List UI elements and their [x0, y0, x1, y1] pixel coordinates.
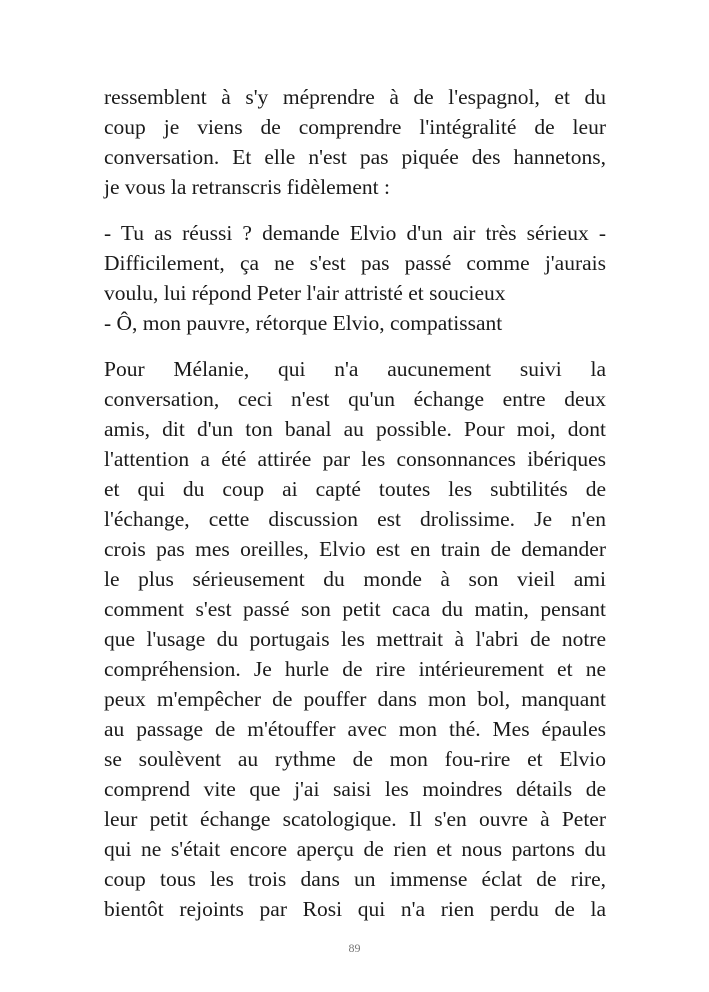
- text-line: conversation. Et elle n'est pas piquée des hannetons,: [104, 145, 606, 169]
- text-line: je vous la retranscris fidèlement :: [104, 175, 390, 199]
- text-line: peux m'empêcher de pouffer dans mon bol, manquant: [104, 687, 606, 711]
- text-line: au passage de m'étouffer avec mon thé. Mes épaules: [104, 717, 606, 741]
- text-line: l'attention a été attirée par les consonnances ibériques: [104, 447, 606, 471]
- dialogue-block: [104, 218, 606, 338]
- text-line: se soulèvent au rythme de mon fou-rire et Elvio: [104, 747, 606, 771]
- text-line: que l'usage du portugais les mettrait à l'abri de notre: [104, 627, 606, 651]
- paragraph-2: [104, 354, 606, 924]
- text-line: comprend vite que j'ai saisi les moindres détails de: [104, 777, 606, 801]
- text-line: ressemblent à s'y méprendre à de l'espagnol, et du: [104, 85, 606, 109]
- text-line: coup je viens de comprendre l'intégralité de leur: [104, 115, 606, 139]
- text-line: crois pas mes oreilles, Elvio est en train de demander: [104, 537, 606, 561]
- text-line: et qui du coup ai capté toutes les subtilités de: [104, 477, 606, 501]
- dialogue-line: - Tu as réussi ? demande Elvio d'un air très sérieux -: [104, 221, 606, 245]
- page-number: 89: [348, 941, 361, 955]
- text-line: comment s'est passé son petit caca du matin, pensant: [104, 597, 606, 621]
- text-line: leur petit échange scatologique. Il s'en ouvre à Peter: [104, 807, 606, 831]
- text-line: l'échange, cette discussion est drolissime. Je n'en: [104, 507, 606, 531]
- text-line: le plus sérieusement du monde à son vieil ami: [104, 567, 606, 591]
- text-line: amis, dit d'un ton banal au possible. Pour moi, dont: [104, 417, 606, 441]
- text-line: bientôt rejoints par Rosi qui n'a rien perdu de la: [104, 897, 606, 921]
- text-line: qui ne s'était encore aperçu de rien et nous partons du: [104, 837, 606, 861]
- dialogue-line: voulu, lui répond Peter l'air attristé et soucieux: [104, 281, 506, 305]
- text-line: Pour Mélanie, qui n'a aucunement suivi la: [104, 357, 606, 381]
- dialogue-line: Difficilement, ça ne s'est pas passé comme j'aurais: [104, 251, 606, 275]
- paragraph-1: [104, 82, 606, 202]
- text-line: compréhension. Je hurle de rire intérieurement et ne: [104, 657, 606, 681]
- dialogue-line: - Ô, mon pauvre, rétorque Elvio, compatissant: [104, 311, 503, 335]
- text-line: conversation, ceci n'est qu'un échange entre deux: [104, 387, 606, 411]
- text-line: coup tous les trois dans un immense éclat de rire,: [104, 867, 606, 891]
